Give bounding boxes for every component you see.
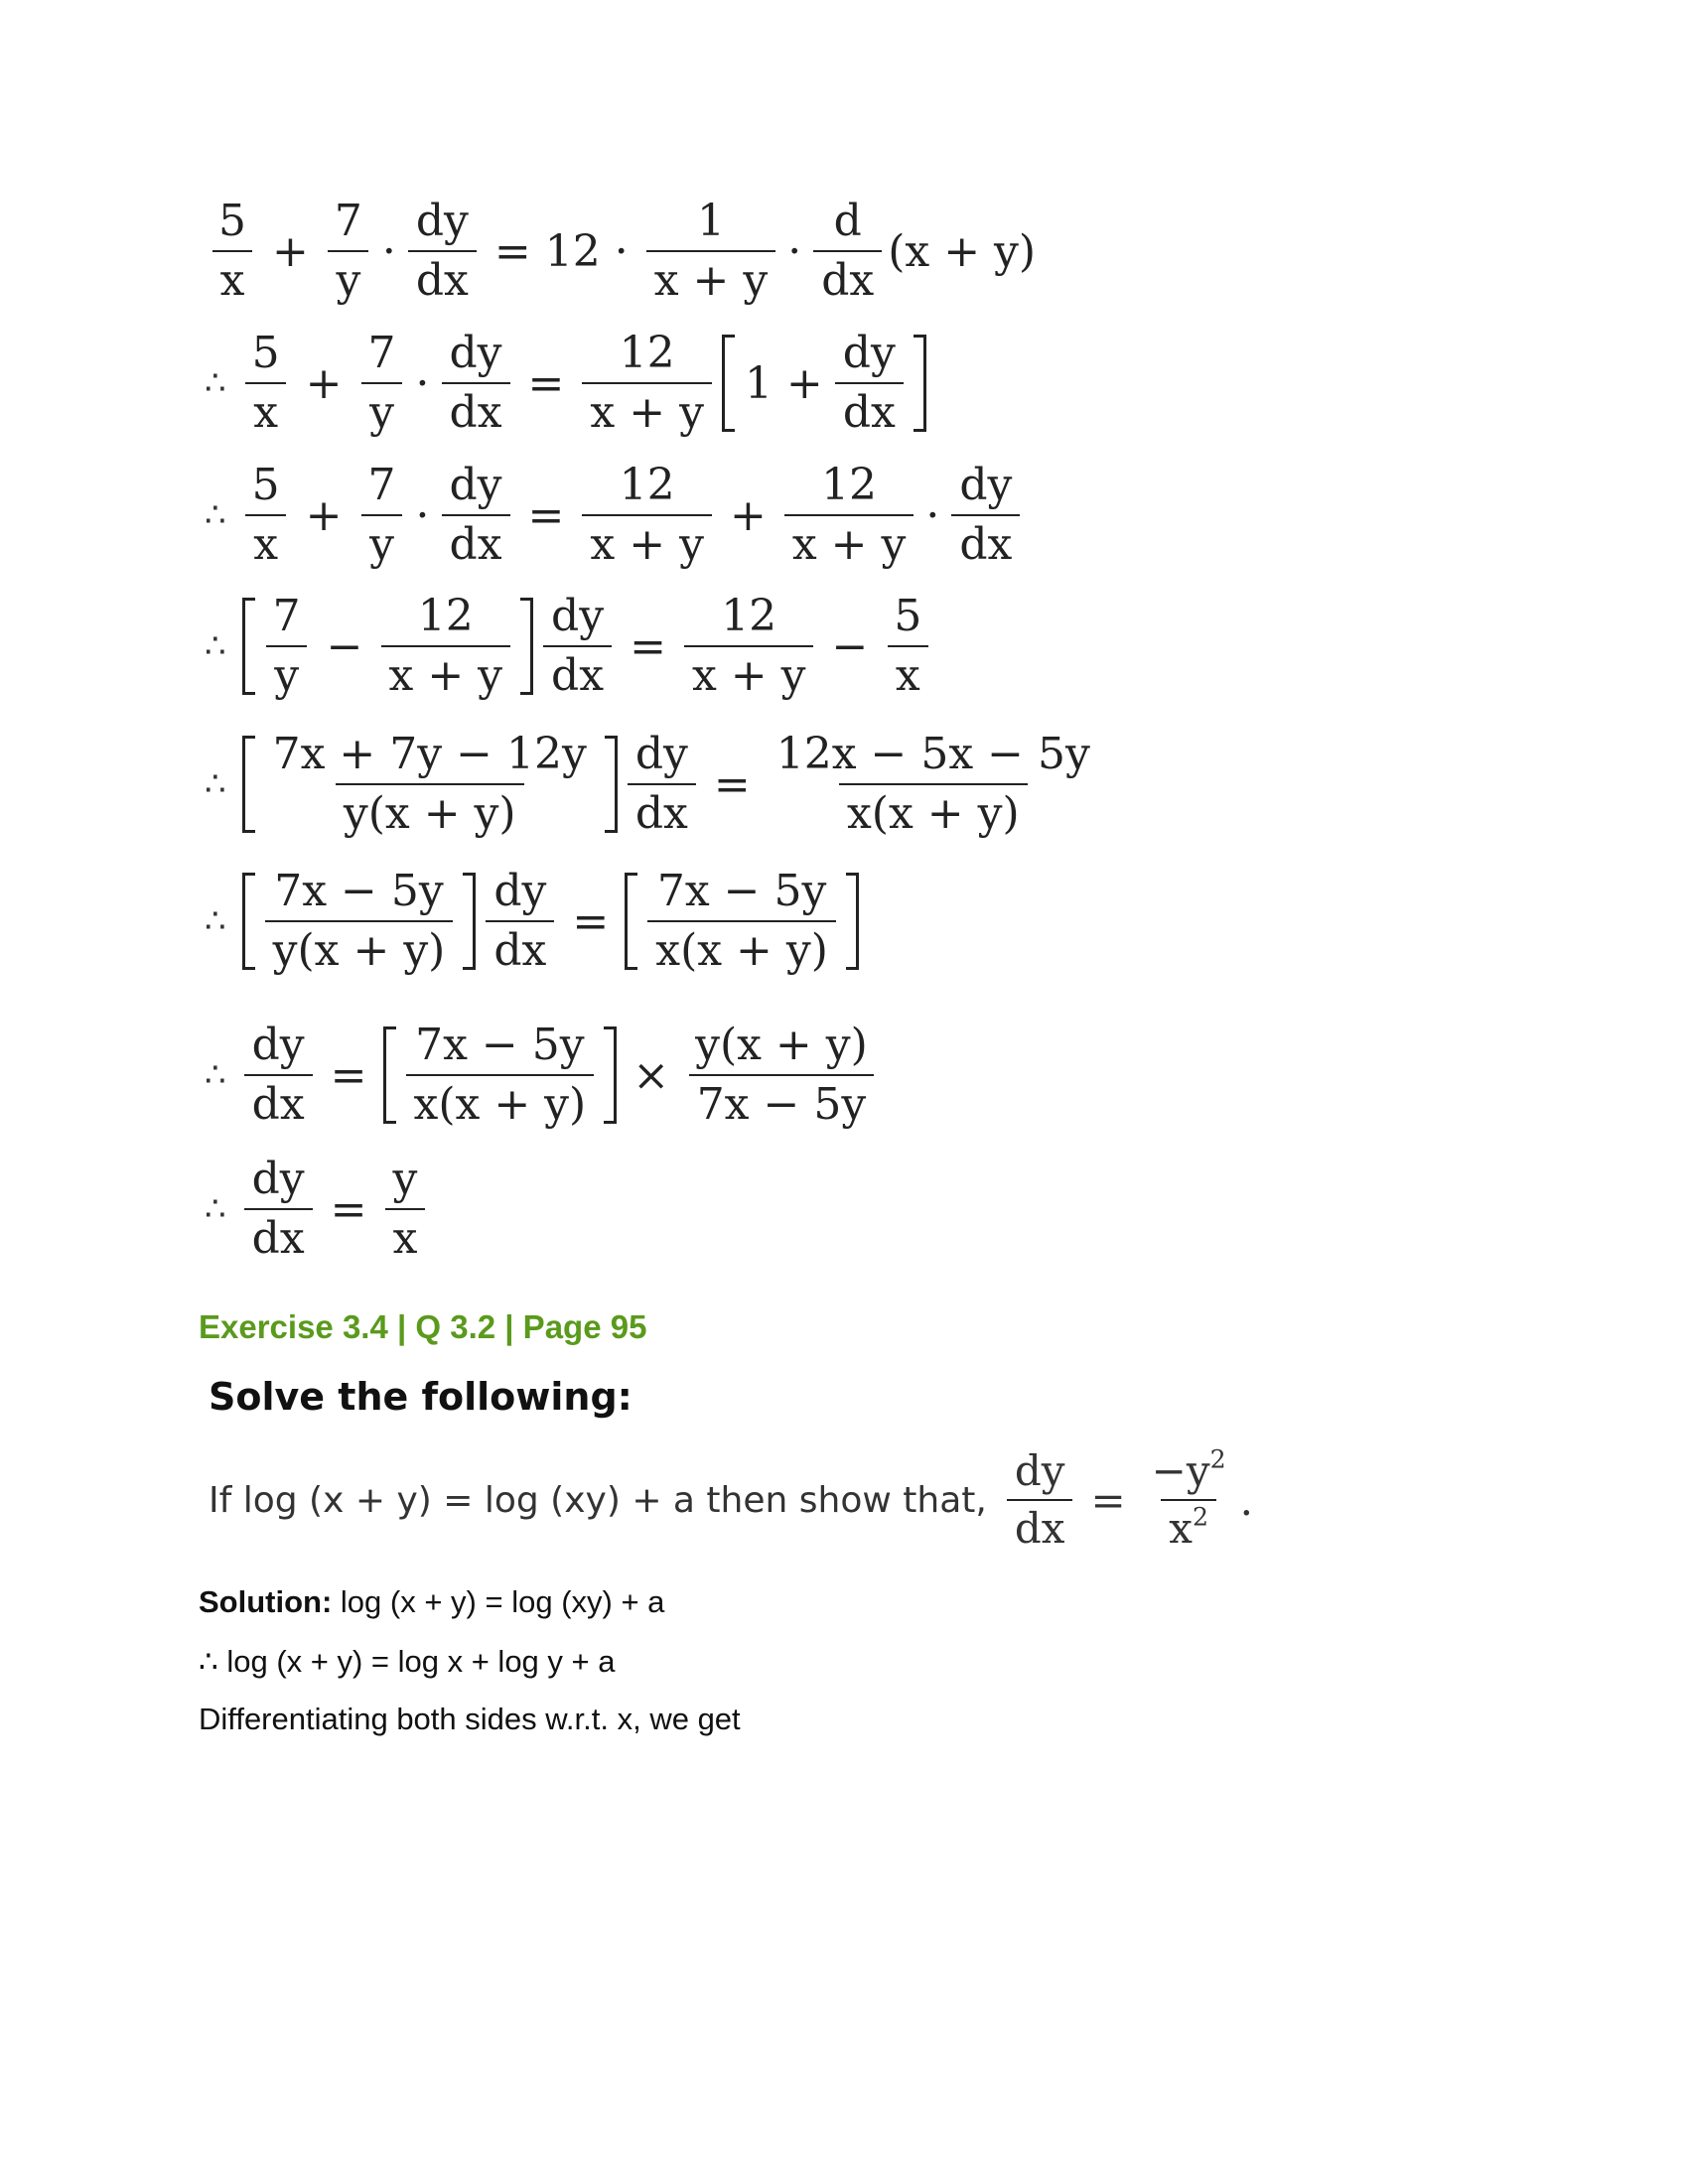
fraction: $\frac{y}{x}$: [385, 1157, 426, 1262]
bracket-group: [238, 729, 622, 840]
therefore-symbol: ∴: [205, 901, 226, 942]
fraction: $\frac{5}{x}$: [886, 594, 929, 699]
left-bracket: [625, 873, 637, 970]
fraction: $\frac{7x - 5y}{y(x + y)}$: [265, 869, 454, 974]
left-bracket: [242, 736, 255, 833]
fraction: $\frac{7}{y}$: [360, 331, 404, 436]
fraction: $\frac{12}{x + y}$: [684, 594, 814, 699]
fraction: $\frac{7x + 7y - 12y}{y(x + y)}$: [272, 729, 587, 840]
therefore-symbol: ∴: [205, 1055, 226, 1096]
therefore-symbol: ∴: [205, 626, 226, 667]
fraction: $\frac{12}{x + y}$: [784, 463, 914, 568]
left-bracket: [383, 1026, 396, 1124]
derivative-fraction: $\frac{dy}{dx}$: [244, 1023, 313, 1128]
equation-line-6: ∴ $\frac{7x - 5y}{y(x + y)}$ $\frac{dy}{dx}$ = $\frac{7x - 5y}{x(x + y)}$: [205, 869, 863, 974]
derivative-fraction: $\frac{dy}{dx}$: [1007, 1449, 1073, 1551]
bracket-group: $\frac{7}{y}$ − $\frac{12}{x + y}$: [238, 594, 537, 699]
right-bracket: [463, 873, 476, 970]
equation-line-5: ∴ $\frac{7x + 7y - 12y}{y(x + y)}$ $\frac{dy}{dx}$ = $\frac{12x - 5x - 5y}{x(x + y)}$: [205, 732, 1104, 837]
question-text: If log (x + y) = log (xy) + a then show that,: [209, 1479, 987, 1521]
bracket-group: [621, 866, 863, 977]
equation-line-1: $\frac{5}{x}$ + $\frac{7}{y}$ · $\frac{dy}{dx}$ = 12 · $\frac{1}{x + y}$ · $\frac{d}{dx}$ (x + y): [205, 199, 1036, 304]
derivative-fraction: $\frac{dy}{dx}$: [442, 463, 510, 568]
fraction: $\frac{7}{y}$: [265, 594, 309, 699]
derivative-fraction: $\frac{dy}{dx}$: [628, 732, 696, 837]
fraction: $\frac{12}{x + y}$: [381, 594, 511, 699]
solve-heading: Solve the following:: [209, 1375, 633, 1419]
therefore-symbol: ∴: [205, 1189, 226, 1230]
left-bracket: [242, 598, 255, 695]
derivative-fraction: $\frac{dy}{dx}$: [244, 1157, 313, 1262]
left-bracket: [242, 873, 255, 970]
right-bracket: [604, 1026, 617, 1124]
bracket-group: [379, 1020, 622, 1131]
question-expression: $\frac{dy}{dx}$ = $\frac{-y^2}{x^2}$ .: [1001, 1449, 1253, 1551]
solution-line-2: ∴ log (x + y) = log x + log y + a: [199, 1644, 616, 1679]
fraction: $\frac{7x - 5y}{x(x + y)}$: [647, 869, 836, 974]
fraction: $\frac{5}{x}$: [211, 199, 254, 304]
bracket-group: 1 + $\frac{dy}{dx}$: [718, 331, 930, 436]
therefore-symbol: ∴: [205, 495, 226, 536]
solution-line-1: Solution: log (x + y) = log (xy) + a: [199, 1584, 665, 1619]
equation-line-7: ∴ $\frac{dy}{dx}$ = $\frac{7x - 5y}{x(x + y)}$ × $\frac{y(x + y)}{7x - 5y}$: [205, 1023, 882, 1128]
solution-line-3: Differentiating both sides w.r.t. x, we get: [199, 1702, 741, 1736]
right-bracket: [846, 873, 859, 970]
equation-line-8: ∴ $\frac{dy}{dx}$ = $\frac{y}{x}$: [205, 1157, 431, 1262]
fraction: $\frac{-y^2}{x^2}$: [1151, 1444, 1226, 1554]
fraction: $\frac{7x - 5y}{x(x + y)}$: [406, 1023, 595, 1128]
right-bracket: [520, 598, 533, 695]
fraction: $\frac{5}{x}$: [244, 331, 288, 436]
derivative-fraction: $\frac{dy}{dx}$: [835, 331, 904, 436]
derivative-fraction: $\frac{dy}{dx}$: [486, 869, 554, 974]
fraction: $\frac{7}{y}$: [360, 463, 404, 568]
fraction: $\frac{7}{y}$: [327, 199, 370, 304]
fraction: $\frac{12}{x + y}$: [582, 463, 712, 568]
question: [209, 1444, 1253, 1554]
derivative-operator: $\frac{d}{dx}$: [813, 199, 882, 304]
fraction: $\frac{5}{x}$: [244, 463, 288, 568]
derivative-fraction: $\frac{dy}{dx}$: [408, 199, 477, 304]
solution-label: Solution:: [199, 1584, 333, 1619]
right-bracket: [605, 736, 618, 833]
derivative-fraction: $\frac{dy}{dx}$: [543, 594, 612, 699]
right-bracket: [914, 335, 926, 432]
derivative-fraction: $\frac{dy}{dx}$: [951, 463, 1020, 568]
fraction: $\frac{y(x + y)}{7x - 5y}$: [687, 1023, 876, 1128]
fraction: $\frac{12x - 5x - 5y}{x(x + y)}$: [775, 729, 1090, 840]
equation-line-4: ∴ $\frac{7}{y}$ − $\frac{12}{x + y}$ $\frac{dy}{dx}$ = $\frac{12}{x + y}$ − $\frac{5}{x}$: [205, 594, 935, 699]
bracket-group: [238, 866, 481, 977]
therefore-symbol: ∴: [205, 764, 226, 805]
fraction: $\frac{12}{x + y}$: [582, 331, 712, 436]
exercise-heading[interactable]: Exercise 3.4 | Q 3.2 | Page 95: [199, 1308, 647, 1345]
fraction: $\frac{1}{x + y}$: [646, 199, 776, 304]
left-bracket: [722, 335, 735, 432]
derivative-fraction: $\frac{dy}{dx}$: [442, 331, 510, 436]
therefore-symbol: ∴: [205, 363, 226, 404]
equation-line-2: ∴ $\frac{5}{x}$ + $\frac{7}{y}$ · $\frac{dy}{dx}$ = $\frac{12}{x + y}$ 1 + $\frac{dy}{dx}$: [205, 331, 930, 436]
equation-line-3: ∴ $\frac{5}{x}$ + $\frac{7}{y}$ · $\frac{dy}{dx}$ = $\frac{12}{x + y}$ + $\frac{12}{x + y}$ · $\frac{dy}{dx}$: [205, 463, 1026, 568]
